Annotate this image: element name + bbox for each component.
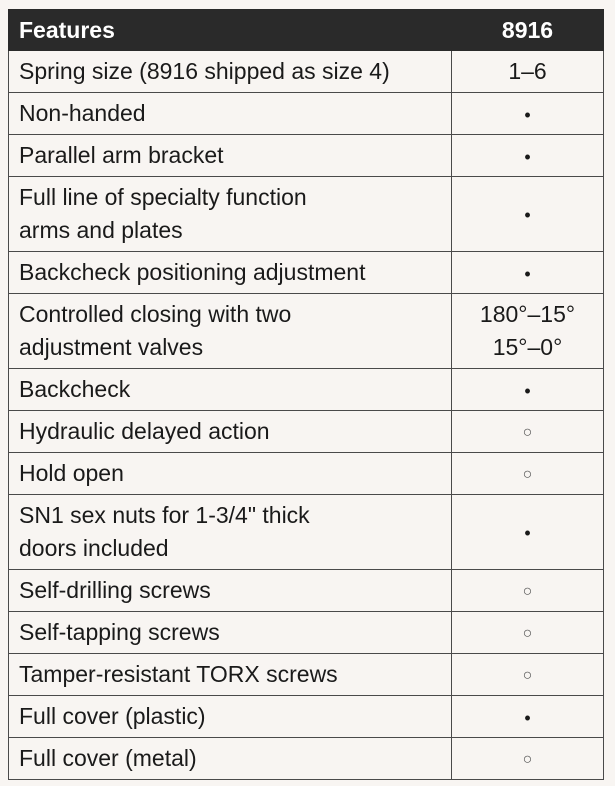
feature-cell bbox=[9, 495, 452, 570]
table-row bbox=[9, 738, 604, 780]
filled-dot-icon: • bbox=[524, 523, 531, 544]
hollow-dot-icon: ○ bbox=[522, 582, 533, 600]
feature-text-line-1: Full line of specialty function bbox=[19, 184, 307, 210]
table-row bbox=[9, 453, 604, 495]
table-row bbox=[9, 696, 604, 738]
model-column-header: 8916 bbox=[452, 10, 604, 51]
feature-cell: Backcheck bbox=[9, 369, 452, 411]
features-column-header: Features bbox=[9, 10, 452, 51]
hollow-dot-icon: ○ bbox=[522, 624, 533, 642]
value-cell bbox=[452, 495, 604, 570]
value-cell bbox=[452, 93, 604, 135]
feature-cell: Hydraulic delayed action bbox=[9, 411, 452, 453]
feature-cell: Backcheck positioning adjustment bbox=[9, 252, 452, 294]
value-cell bbox=[452, 252, 604, 294]
table-row bbox=[9, 654, 604, 696]
table-row bbox=[9, 369, 604, 411]
hollow-dot-icon: ○ bbox=[522, 666, 533, 684]
hollow-dot-icon: ○ bbox=[522, 750, 533, 768]
filled-dot-icon: • bbox=[524, 104, 531, 125]
table-row bbox=[9, 570, 604, 612]
filled-dot-icon: • bbox=[524, 205, 531, 226]
features-table bbox=[8, 9, 604, 780]
feature-text-line-2: arms and plates bbox=[19, 217, 183, 243]
feature-cell: Full cover (metal) bbox=[9, 738, 452, 780]
filled-dot-icon: • bbox=[524, 380, 531, 401]
value-cell: 1–6 bbox=[452, 51, 604, 93]
table-row bbox=[9, 93, 604, 135]
feature-cell: Parallel arm bracket bbox=[9, 135, 452, 177]
feature-cell: Non-handed bbox=[9, 93, 452, 135]
feature-cell: Hold open bbox=[9, 453, 452, 495]
value-cell bbox=[452, 369, 604, 411]
table-row bbox=[9, 135, 604, 177]
value-cell bbox=[452, 738, 604, 780]
value-cell bbox=[452, 654, 604, 696]
table-row bbox=[9, 177, 604, 252]
feature-text-line-1: Controlled closing with two bbox=[19, 301, 292, 327]
value-cell bbox=[452, 411, 604, 453]
hollow-dot-icon: ○ bbox=[522, 465, 533, 483]
feature-cell bbox=[9, 294, 452, 369]
value-cell bbox=[452, 135, 604, 177]
value-cell bbox=[452, 294, 604, 369]
value-cell bbox=[452, 177, 604, 252]
feature-cell: Self-tapping screws bbox=[9, 612, 452, 654]
table-row bbox=[9, 294, 604, 369]
table-row bbox=[9, 612, 604, 654]
table-row bbox=[9, 411, 604, 453]
table-row bbox=[9, 495, 604, 570]
value-text-line-2: 15°–0° bbox=[492, 334, 563, 360]
feature-cell: Full cover (plastic) bbox=[9, 696, 452, 738]
feature-cell: Tamper-resistant TORX screws bbox=[9, 654, 452, 696]
filled-dot-icon: • bbox=[524, 263, 531, 284]
value-text-line-1: 180°–15° bbox=[479, 301, 576, 327]
value-cell bbox=[452, 453, 604, 495]
table-header-row bbox=[9, 10, 604, 51]
feature-cell bbox=[9, 177, 452, 252]
filled-dot-icon: • bbox=[524, 707, 531, 728]
value-cell bbox=[452, 612, 604, 654]
feature-cell: Self-drilling screws bbox=[9, 570, 452, 612]
filled-dot-icon: • bbox=[524, 146, 531, 167]
table-row bbox=[9, 51, 604, 93]
feature-text-line-2: adjustment valves bbox=[19, 334, 204, 360]
table-row bbox=[9, 252, 604, 294]
feature-text-line-1: SN1 sex nuts for 1-3/4" thick bbox=[19, 502, 310, 528]
value-cell bbox=[452, 570, 604, 612]
hollow-dot-icon: ○ bbox=[522, 423, 533, 441]
value-cell bbox=[452, 696, 604, 738]
feature-text-line-2: doors included bbox=[19, 535, 169, 561]
feature-cell: Spring size (8916 shipped as size 4) bbox=[9, 51, 452, 93]
